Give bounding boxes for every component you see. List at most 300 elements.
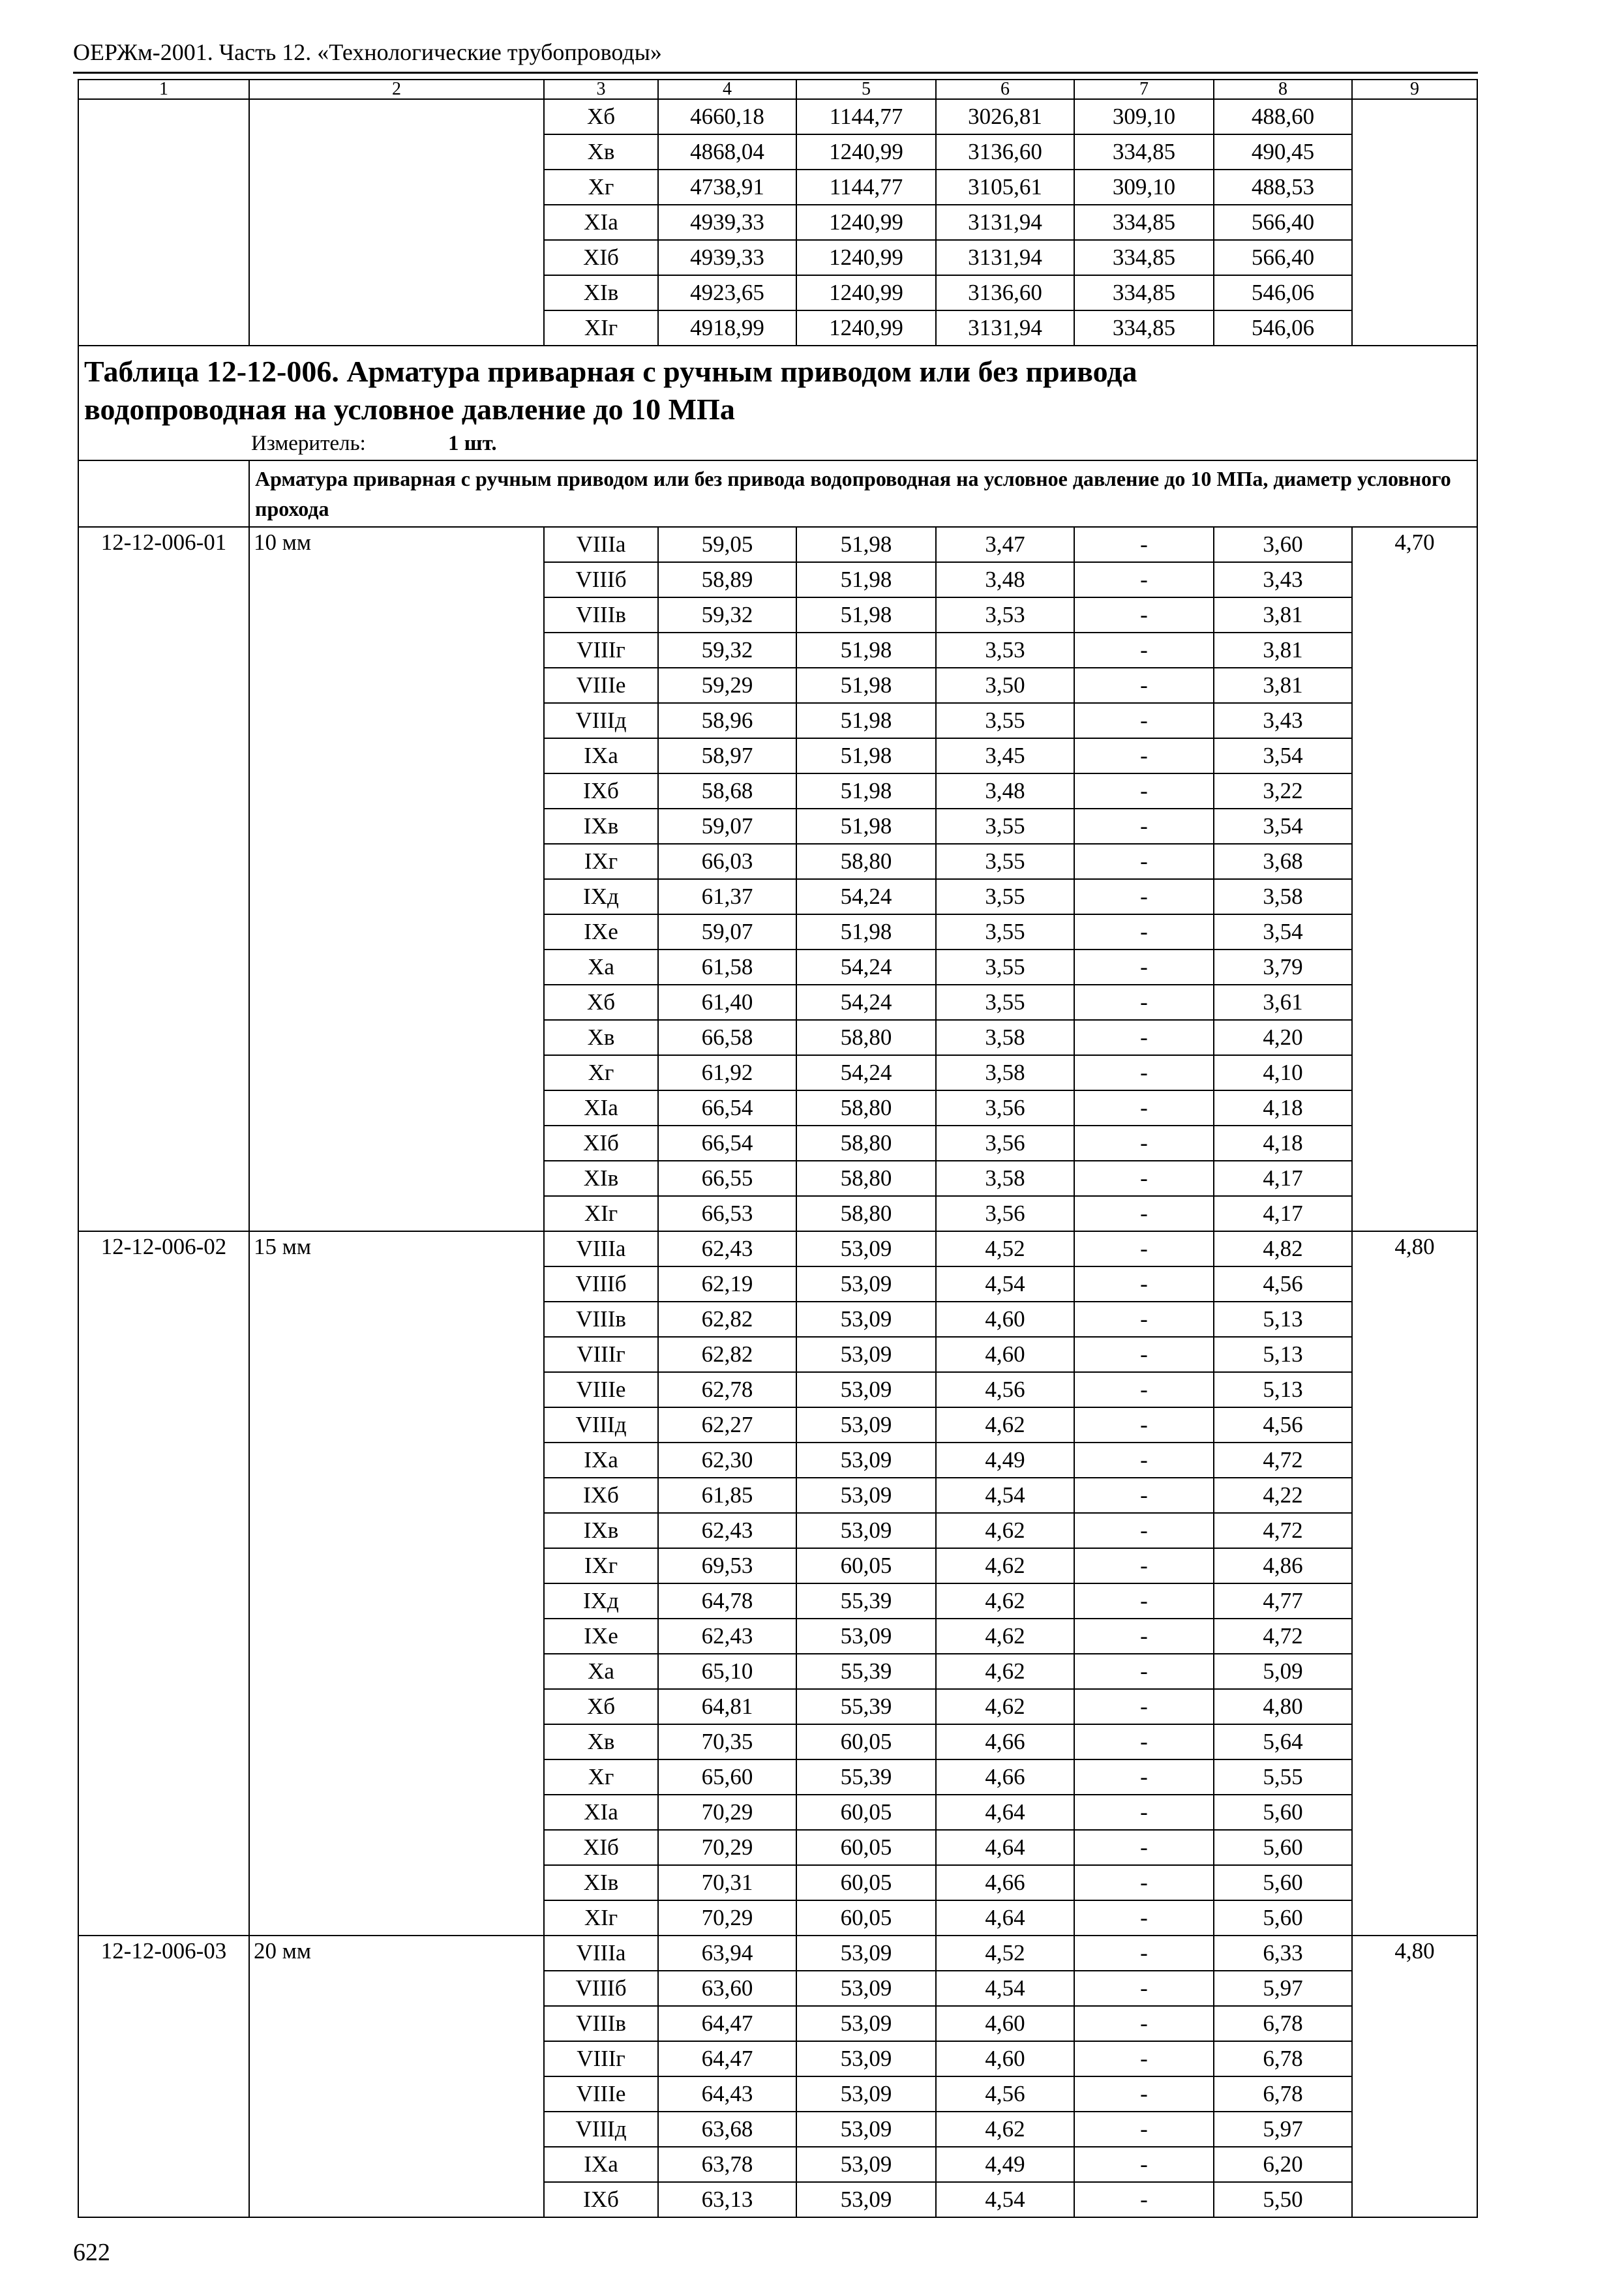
table-cell: 5,13 (1214, 1372, 1352, 1407)
table-cell: 58,80 (796, 1126, 936, 1161)
table-cell: 58,80 (796, 1020, 936, 1055)
table-cell: 4,22 (1214, 1478, 1352, 1513)
table-cell: - (1074, 1196, 1214, 1231)
table-cell: VIIIг (544, 633, 658, 668)
column-number: 8 (1214, 80, 1352, 99)
table-cell: 490,45 (1214, 134, 1352, 170)
table-cell: 4,60 (936, 1337, 1074, 1372)
table-cell: 3,81 (1214, 597, 1352, 633)
col9-cell: 4,80 (1352, 1936, 1477, 2217)
table-cell: - (1074, 703, 1214, 738)
table-cell: 53,09 (796, 1231, 936, 1266)
table-cell: 63,94 (658, 1936, 796, 1971)
carryover-code-cell (78, 99, 249, 346)
table-cell: 53,09 (796, 1372, 936, 1407)
table-cell: Xб (544, 1689, 658, 1724)
table-cell: 4,17 (1214, 1161, 1352, 1196)
table-cell: - (1074, 2182, 1214, 2217)
table-cell: 62,82 (658, 1302, 796, 1337)
table-cell: 4,62 (936, 1619, 1074, 1654)
rate-code-cell: 12-12-006-03 (78, 1936, 249, 2217)
table-cell: VIIIе (544, 2076, 658, 2112)
table-cell: 5,50 (1214, 2182, 1352, 2217)
table-cell: 64,81 (658, 1689, 796, 1724)
table-cell: IXе (544, 1619, 658, 1654)
table-cell: 1240,99 (796, 134, 936, 170)
table-cell: 546,06 (1214, 310, 1352, 346)
table-cell: - (1074, 1020, 1214, 1055)
table-cell: 3,53 (936, 633, 1074, 668)
table-cell: - (1074, 773, 1214, 809)
table-cell: 70,31 (658, 1865, 796, 1900)
table-cell: 4,62 (936, 1407, 1074, 1443)
table-row (78, 527, 1477, 562)
table-cell: 309,10 (1074, 99, 1214, 134)
table-cell: XIв (544, 275, 658, 310)
table-cell: VIIIг (544, 2041, 658, 2076)
description-cell: Арматура приварная с ручным приводом или без привода водопроводная на условное давление до 10 МПа, диаметр условного прохода (249, 460, 1477, 527)
table-cell: - (1074, 1689, 1214, 1724)
table-cell: 4,60 (936, 2006, 1074, 2041)
column-number: 9 (1352, 80, 1477, 99)
table-cell: 3,53 (936, 597, 1074, 633)
carryover-col9-cell (1352, 99, 1477, 346)
table-cell: 51,98 (796, 527, 936, 562)
table-cell: - (1074, 1231, 1214, 1266)
table-cell: - (1074, 1161, 1214, 1196)
table-cell: 58,80 (796, 1196, 936, 1231)
table-cell: 3,55 (936, 914, 1074, 950)
table-cell: 3,48 (936, 562, 1074, 597)
table-cell: 6,78 (1214, 2076, 1352, 2112)
table-cell: 4,49 (936, 2147, 1074, 2182)
col9-cell: 4,70 (1352, 527, 1477, 1231)
table-cell: 3,60 (1214, 527, 1352, 562)
column-number: 3 (544, 80, 658, 99)
table-cell: 334,85 (1074, 240, 1214, 275)
table-cell: 3131,94 (936, 310, 1074, 346)
table-cell: VIIIа (544, 527, 658, 562)
table-cell: - (1074, 1971, 1214, 2006)
table-cell: 6,78 (1214, 2006, 1352, 2041)
table-cell: 334,85 (1074, 205, 1214, 240)
table-cell: 61,92 (658, 1055, 796, 1090)
table-cell: 4,80 (1214, 1689, 1352, 1724)
table-cell: 3,56 (936, 1090, 1074, 1126)
rates-table-body (78, 80, 1477, 2217)
table-cell: - (1074, 562, 1214, 597)
table-cell: 62,19 (658, 1266, 796, 1302)
table-cell: 51,98 (796, 597, 936, 633)
table-cell: 3131,94 (936, 205, 1074, 240)
table-cell: 53,09 (796, 2041, 936, 2076)
table-cell: VIIIд (544, 1407, 658, 1443)
table-cell: 4,60 (936, 1302, 1074, 1337)
table-cell: 63,78 (658, 2147, 796, 2182)
table-cell: - (1074, 1478, 1214, 1513)
table-cell: Xг (544, 1759, 658, 1795)
table-cell: XIа (544, 1090, 658, 1126)
table-cell: 4,66 (936, 1865, 1074, 1900)
carryover-name-cell (249, 99, 544, 346)
table-cell: IXв (544, 809, 658, 844)
table-cell: 4,62 (936, 1548, 1074, 1583)
table-cell: 3,79 (1214, 950, 1352, 985)
table-cell: 6,78 (1214, 2041, 1352, 2076)
table-cell: VIIIе (544, 668, 658, 703)
table-cell: 3,55 (936, 844, 1074, 879)
table-cell: 58,80 (796, 1090, 936, 1126)
table-cell: 55,39 (796, 1654, 936, 1689)
table-cell: 58,97 (658, 738, 796, 773)
table-cell: - (1074, 809, 1214, 844)
table-cell: VIIIб (544, 1266, 658, 1302)
table-cell: - (1074, 2006, 1214, 2041)
table-cell: 59,32 (658, 597, 796, 633)
table-cell: 62,43 (658, 1513, 796, 1548)
table-cell: 4,62 (936, 2112, 1074, 2147)
table-cell: 3,81 (1214, 668, 1352, 703)
table-cell: VIIIг (544, 1337, 658, 1372)
description-empty-cell (78, 460, 249, 527)
table-cell: 4,56 (936, 1372, 1074, 1407)
table-cell: 3,55 (936, 879, 1074, 914)
table-cell: 60,05 (796, 1795, 936, 1830)
table-cell: - (1074, 668, 1214, 703)
table-cell: - (1074, 1865, 1214, 1900)
table-cell: 58,68 (658, 773, 796, 809)
table-cell: 488,53 (1214, 170, 1352, 205)
table-cell: 51,98 (796, 703, 936, 738)
column-number-row (78, 80, 1477, 99)
table-cell: 62,43 (658, 1231, 796, 1266)
table-cell: 53,09 (796, 2076, 936, 2112)
table-cell: - (1074, 1302, 1214, 1337)
table-cell: 70,35 (658, 1724, 796, 1759)
table-cell: 4,82 (1214, 1231, 1352, 1266)
table-cell: 4,54 (936, 1478, 1074, 1513)
table-cell: 1144,77 (796, 170, 936, 205)
table-cell: - (1074, 1795, 1214, 1830)
rates-table (78, 79, 1478, 2218)
table-cell: 4,64 (936, 1830, 1074, 1865)
table-cell: 4,18 (1214, 1090, 1352, 1126)
diameter-cell: 15 мм (249, 1231, 544, 1936)
table-cell: 58,89 (658, 562, 796, 597)
rate-code-cell: 12-12-006-02 (78, 1231, 249, 1936)
table-cell: 66,53 (658, 1196, 796, 1231)
table-cell: VIIIв (544, 2006, 658, 2041)
table-cell: Xв (544, 1020, 658, 1055)
table-cell: 4660,18 (658, 99, 796, 134)
table-cell: - (1074, 1337, 1214, 1372)
table-cell: 53,09 (796, 1443, 936, 1478)
table-cell: 4,72 (1214, 1513, 1352, 1548)
table-cell: 62,82 (658, 1337, 796, 1372)
table-cell: 53,09 (796, 2006, 936, 2041)
meter-label: Измеритель: (251, 432, 366, 455)
rate-code-cell: 12-12-006-01 (78, 527, 249, 1231)
page-number: 622 (73, 2239, 110, 2266)
table-cell: 53,09 (796, 1619, 936, 1654)
column-number: 5 (796, 80, 936, 99)
table-cell: XIг (544, 310, 658, 346)
table-cell: 5,13 (1214, 1302, 1352, 1337)
table-cell: 4,62 (936, 1654, 1074, 1689)
table-cell: 61,37 (658, 879, 796, 914)
table-cell: 59,29 (658, 668, 796, 703)
table-cell: - (1074, 1090, 1214, 1126)
table-cell: 4738,91 (658, 170, 796, 205)
table-cell: XIв (544, 1161, 658, 1196)
col9-cell: 4,80 (1352, 1231, 1477, 1936)
table-cell: IXб (544, 2182, 658, 2217)
table-cell: - (1074, 738, 1214, 773)
table-cell: XIб (544, 1830, 658, 1865)
table-cell: - (1074, 1900, 1214, 1936)
table-cell: 55,39 (796, 1583, 936, 1619)
table-cell: - (1074, 633, 1214, 668)
table-cell: 70,29 (658, 1900, 796, 1936)
table-cell: 64,47 (658, 2006, 796, 2041)
table-cell: 3131,94 (936, 240, 1074, 275)
table-cell: - (1074, 914, 1214, 950)
table-cell: Xа (544, 1654, 658, 1689)
table-cell: - (1074, 1372, 1214, 1407)
table-row (78, 99, 1477, 134)
table-cell: 3,56 (936, 1126, 1074, 1161)
table-row (78, 1231, 1477, 1266)
table-cell: - (1074, 1513, 1214, 1548)
table-cell: 4,54 (936, 2182, 1074, 2217)
table-cell: - (1074, 1619, 1214, 1654)
table-cell: 4939,33 (658, 240, 796, 275)
table-cell: XIб (544, 240, 658, 275)
table-cell: - (1074, 2147, 1214, 2182)
table-row (78, 1936, 1477, 1971)
table-cell: 60,05 (796, 1830, 936, 1865)
table-cell: 4,64 (936, 1795, 1074, 1830)
table-cell: 6,33 (1214, 1936, 1352, 1971)
table-cell: 4,20 (1214, 1020, 1352, 1055)
table-cell: VIIIб (544, 1971, 658, 2006)
table-cell: 62,78 (658, 1372, 796, 1407)
table-cell: 4923,65 (658, 275, 796, 310)
table-cell: 3,54 (1214, 809, 1352, 844)
table-cell: 566,40 (1214, 205, 1352, 240)
table-cell: 3136,60 (936, 275, 1074, 310)
table-cell: 3,45 (936, 738, 1074, 773)
table-cell: 3,48 (936, 773, 1074, 809)
table-cell: 53,09 (796, 2147, 936, 2182)
table-cell: - (1074, 1407, 1214, 1443)
table-cell: 3,56 (936, 1196, 1074, 1231)
table-cell: VIIIд (544, 2112, 658, 2147)
table-cell: 309,10 (1074, 170, 1214, 205)
table-cell: 3,58 (936, 1055, 1074, 1090)
table-cell: 51,98 (796, 809, 936, 844)
table-cell: 5,60 (1214, 1795, 1352, 1830)
table-cell: 5,60 (1214, 1900, 1352, 1936)
table-cell: 4,52 (936, 1231, 1074, 1266)
table-cell: 488,60 (1214, 99, 1352, 134)
table-cell: VIIIа (544, 1231, 658, 1266)
table-cell: 4939,33 (658, 205, 796, 240)
table-cell: 4,60 (936, 2041, 1074, 2076)
table-cell: 334,85 (1074, 310, 1214, 346)
table-cell: 66,55 (658, 1161, 796, 1196)
table-cell: Xа (544, 950, 658, 985)
table-cell: XIа (544, 205, 658, 240)
table-cell: 566,40 (1214, 240, 1352, 275)
table-cell: IXб (544, 773, 658, 809)
table-cell: - (1074, 950, 1214, 985)
table-title-line2: водопроводная на условное давление до 10 МПа (84, 393, 735, 426)
table-cell: 1240,99 (796, 310, 936, 346)
table-cell: - (1074, 879, 1214, 914)
running-header: ОЕРЖм-2001. Часть 12. «Технологические трубопроводы» (73, 39, 662, 65)
table-cell: 51,98 (796, 633, 936, 668)
table-cell: IXв (544, 1513, 658, 1548)
table-title-row (78, 346, 1477, 460)
table-cell: 5,97 (1214, 1971, 1352, 2006)
table-cell: 53,09 (796, 2182, 936, 2217)
table-cell: 66,54 (658, 1126, 796, 1161)
table-cell: 53,09 (796, 1407, 936, 1443)
table-cell: 69,53 (658, 1548, 796, 1583)
table-cell: - (1074, 1266, 1214, 1302)
table-cell: 1240,99 (796, 275, 936, 310)
table-cell: 53,09 (796, 2112, 936, 2147)
table-cell: 4,18 (1214, 1126, 1352, 1161)
table-cell: 63,13 (658, 2182, 796, 2217)
table-cell: IXг (544, 844, 658, 879)
table-cell: 63,68 (658, 2112, 796, 2147)
table-cell: 3,61 (1214, 985, 1352, 1020)
table-cell: VIIIв (544, 597, 658, 633)
meter-line (84, 430, 1469, 457)
table-cell: 64,78 (658, 1583, 796, 1619)
table-cell: 55,39 (796, 1759, 936, 1795)
table-cell: - (1074, 527, 1214, 562)
table-cell: 5,13 (1214, 1337, 1352, 1372)
table-cell: 4,72 (1214, 1443, 1352, 1478)
table-cell: 66,58 (658, 1020, 796, 1055)
table-cell: 53,09 (796, 1478, 936, 1513)
table-cell: 3,50 (936, 668, 1074, 703)
table-cell: IXд (544, 879, 658, 914)
table-cell: 54,24 (796, 950, 936, 985)
table-cell: VIIIа (544, 1936, 658, 1971)
table-cell: 53,09 (796, 1337, 936, 1372)
table-cell: 4,52 (936, 1936, 1074, 1971)
table-cell: 3,47 (936, 527, 1074, 562)
table-cell: 3,55 (936, 985, 1074, 1020)
table-cell: 4,62 (936, 1583, 1074, 1619)
table-cell: - (1074, 985, 1214, 1020)
table-cell: - (1074, 2076, 1214, 2112)
table-cell: 5,97 (1214, 2112, 1352, 2147)
table-cell: 70,29 (658, 1830, 796, 1865)
table-cell: 54,24 (796, 879, 936, 914)
table-cell: 51,98 (796, 773, 936, 809)
table-cell: 60,05 (796, 1865, 936, 1900)
table-cell: 3,58 (936, 1161, 1074, 1196)
table-cell: XIг (544, 1196, 658, 1231)
table-cell: 54,24 (796, 985, 936, 1020)
table-cell: 4,56 (1214, 1407, 1352, 1443)
table-cell: IXа (544, 738, 658, 773)
table-cell: 3136,60 (936, 134, 1074, 170)
table-cell: 5,60 (1214, 1830, 1352, 1865)
table-cell: 4,86 (1214, 1548, 1352, 1583)
table-cell: 53,09 (796, 1971, 936, 2006)
table-cell: 53,09 (796, 1266, 936, 1302)
table-cell: 61,40 (658, 985, 796, 1020)
table-cell: 53,09 (796, 1302, 936, 1337)
table-cell: - (1074, 597, 1214, 633)
table-cell: XIа (544, 1795, 658, 1830)
table-cell: 53,09 (796, 1936, 936, 1971)
table-cell: VIIIе (544, 1372, 658, 1407)
table-cell: IXг (544, 1548, 658, 1583)
table-cell: 1144,77 (796, 99, 936, 134)
description-row (78, 460, 1477, 527)
table-cell: 4,56 (1214, 1266, 1352, 1302)
table-cell: 3,55 (936, 703, 1074, 738)
table-cell: 60,05 (796, 1900, 936, 1936)
table-cell: 53,09 (796, 1513, 936, 1548)
table-cell: 4,62 (936, 1689, 1074, 1724)
table-cell: 62,30 (658, 1443, 796, 1478)
table-cell: Xб (544, 985, 658, 1020)
table-cell: 3,22 (1214, 773, 1352, 809)
table-cell: IXа (544, 2147, 658, 2182)
table-cell: IXа (544, 1443, 658, 1478)
table-cell: 4,49 (936, 1443, 1074, 1478)
table-cell: IXд (544, 1583, 658, 1619)
table-cell: 51,98 (796, 562, 936, 597)
table-cell: 334,85 (1074, 134, 1214, 170)
table-cell: - (1074, 1126, 1214, 1161)
table-cell: 66,54 (658, 1090, 796, 1126)
table-cell: 4,66 (936, 1724, 1074, 1759)
table-cell: 4,66 (936, 1759, 1074, 1795)
table-cell: 1240,99 (796, 240, 936, 275)
table-cell: - (1074, 2041, 1214, 2076)
table-cell: 64,43 (658, 2076, 796, 2112)
column-number: 7 (1074, 80, 1214, 99)
table-cell: - (1074, 1759, 1214, 1795)
table-cell: 51,98 (796, 914, 936, 950)
table-cell: Xв (544, 134, 658, 170)
table-cell: 3,43 (1214, 562, 1352, 597)
table-cell: - (1074, 844, 1214, 879)
table-cell: 63,60 (658, 1971, 796, 2006)
table-cell: 4,64 (936, 1900, 1074, 1936)
table-cell: XIв (544, 1865, 658, 1900)
table-cell: 59,07 (658, 809, 796, 844)
table-cell: - (1074, 1724, 1214, 1759)
table-cell: 4,54 (936, 1971, 1074, 2006)
table-cell: 5,64 (1214, 1724, 1352, 1759)
table-cell: - (1074, 1443, 1214, 1478)
table-cell: XIб (544, 1126, 658, 1161)
table-cell: 3,55 (936, 950, 1074, 985)
table-cell: 4918,99 (658, 310, 796, 346)
table-cell: 61,58 (658, 950, 796, 985)
table-cell: 58,80 (796, 844, 936, 879)
